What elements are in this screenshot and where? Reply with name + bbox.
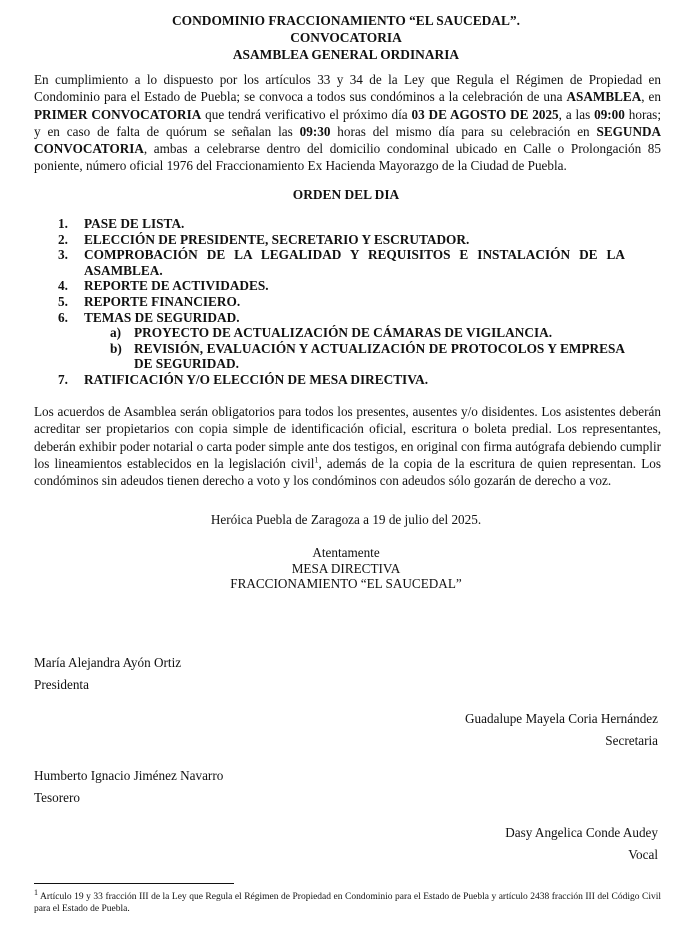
intro-text-5: horas; y en caso de falta de quórum se señalan las [34, 106, 661, 139]
agenda-item [34, 232, 625, 248]
agreements-text-2: , además de la copia de la escritura de quien representan. Los condóminos sin adeudos tienen derecho a voto y los condóminos con adeudos sólo gozarán de derecho a voz. [34, 455, 661, 489]
intro-bold-date: 03 DE AGOSTO DE 2025 [411, 106, 559, 122]
agreements-paragraph [34, 403, 661, 489]
agenda-title: ORDEN DEL DIA [292, 187, 400, 202]
agreements-text-1: Los acuerdos de Asamblea serán obligatorios para todos los presentes, ausentes y/o disidentes. Los asistentes deberán acreditar ser propietarios con copia simple de identificación oficial, escritura o boleta predial. Los representantes, deberán exhibir poder notarial o carta poder simple ante dos testigos, en original con firma autógrafa debiendo cumplir los lineamientos establecidos en la legislación civil [34, 404, 661, 471]
agenda-item [34, 372, 625, 388]
intro-text-1: En cumplimiento a lo dispuesto por los artículos 33 y 34 de la Ley que Regula el Régimen de Propiedad en Condominio para el Estado de Puebla; se convoca a todos sus condóminos a la celebración de una [34, 72, 661, 105]
intro-text-6: horas del mismo día para su celebración en [330, 123, 597, 139]
agenda-item [34, 247, 625, 278]
agenda-item [34, 278, 625, 294]
agenda-item-text: ELECCIÓN DE PRESIDENTE, SECRETARIO Y ESCRUTADOR. [84, 231, 470, 247]
agenda-sub-item-text: REVISIÓN, EVALUACIÓN Y ACTUALIZACIÓN DE PROTOCOLOS Y EMPRESA DE SEGURIDAD. [134, 340, 625, 372]
agenda-item-number: 2. [58, 231, 68, 247]
signatory-name: Dasy Angelica Conde Audey [505, 825, 658, 840]
closing-block [0, 545, 692, 592]
footnote [34, 887, 661, 915]
agenda-item-text: TEMAS DE SEGURIDAD. [84, 309, 240, 325]
signatory-role: Tesorero [34, 790, 80, 805]
agenda-item-number: 3. [58, 247, 68, 263]
agenda-list [34, 216, 625, 388]
signatory-role: Vocal [628, 847, 658, 862]
agenda-item-number: 6. [58, 309, 68, 325]
signature-secretary [465, 708, 658, 752]
agenda-sub-item [84, 325, 625, 341]
intro-bold-primer-convocatoria: PRIMER CONVOCATORIA [34, 106, 202, 122]
footnote-divider [34, 883, 234, 884]
agenda-sub-item-letter: a) [110, 325, 122, 341]
footnote-reference: 1 [314, 455, 319, 465]
signatory-role: Secretaria [605, 733, 658, 748]
agenda-sub-item [84, 341, 625, 372]
intro-bold-asamblea: ASAMBLEA [566, 89, 642, 105]
intro-paragraph [34, 71, 661, 175]
header-condominium-name: CONDOMINIO FRACCIONAMIENTO “EL SAUCEDAL”. [172, 13, 520, 28]
intro-text-7: , ambas a celebrarse dentro del domicilio condominal ubicado en Calle o Prolongación 85 poniente, número oficial 1976 del Fraccionamiento Ex Hacienda Mayorazgo de la Ciudad de Puebla. [34, 141, 661, 174]
intro-bold-second-time: 09:30 [299, 123, 331, 139]
agenda-item-text: COMPROBACIÓN DE LA LEGALIDAD Y REQUISITOS E INSTALACIÓN DE LA ASAMBLEA. [84, 247, 625, 278]
agenda-sub-list [84, 325, 625, 372]
agenda-item-number: 5. [58, 293, 68, 309]
closing-organization: FRACCIONAMIENTO “EL SAUCEDAL” [230, 576, 462, 592]
agenda-item-number: 7. [58, 371, 68, 387]
intro-bold-first-time: 09:00 [594, 106, 625, 122]
agenda-item [34, 310, 625, 372]
signatory-role: Presidenta [34, 677, 89, 692]
agenda-sub-item-letter: b) [110, 340, 122, 356]
signature-president [34, 652, 181, 696]
agenda-item-number: 4. [58, 278, 68, 294]
agenda-item-number: 1. [58, 216, 68, 231]
header-convocatoria: CONVOCATORIA [290, 30, 402, 45]
signature-vocal [505, 822, 658, 866]
agenda-sub-item-text: PROYECTO DE ACTUALIZACIÓN DE CÁMARAS DE VIGILANCIA. [134, 325, 553, 341]
intro-text-2: , en [641, 89, 661, 105]
agenda-item-text: REPORTE DE ACTIVIDADES. [84, 278, 269, 294]
agenda-item-text: PASE DE LISTA. [84, 216, 185, 231]
place-and-date: Heróica Puebla de Zaragoza a 19 de julio del 2025. [210, 512, 482, 527]
signature-treasurer [34, 765, 223, 809]
agenda-item-text: REPORTE FINANCIERO. [84, 293, 241, 309]
intro-bold-segunda-convocatoria: SEGUNDA CONVOCATORIA [34, 123, 662, 157]
agenda-item-text: RATIFICACIÓN Y/O ELECCIÓN DE MESA DIRECTIVA. [84, 371, 429, 387]
signatory-name: Guadalupe Mayela Coria Hernández [465, 711, 658, 726]
closing-salutation: Atentamente [312, 545, 380, 560]
signatory-name: María Alejandra Ayón Ortiz [34, 655, 182, 670]
document-header [0, 12, 692, 63]
agenda-item [34, 294, 625, 310]
agenda-item [34, 216, 625, 232]
closing-board: MESA DIRECTIVA [291, 560, 401, 576]
footnote-mark: 1 [34, 887, 38, 897]
signatory-name: Humberto Ignacio Jiménez Navarro [34, 768, 224, 783]
header-assembly-type: ASAMBLEA GENERAL ORDINARIA [232, 47, 460, 62]
intro-text-3: que tendrá verificativo el próximo día [201, 106, 412, 122]
intro-text-4: , a las [558, 106, 595, 122]
footnote-text: Artículo 19 y 33 fracción III de la Ley que Regula el Régimen de Propiedad en Condominio para el Estado de Puebla y artículo 2438 fracción III del Código Civil para el Estado de Puebla. [34, 892, 661, 914]
